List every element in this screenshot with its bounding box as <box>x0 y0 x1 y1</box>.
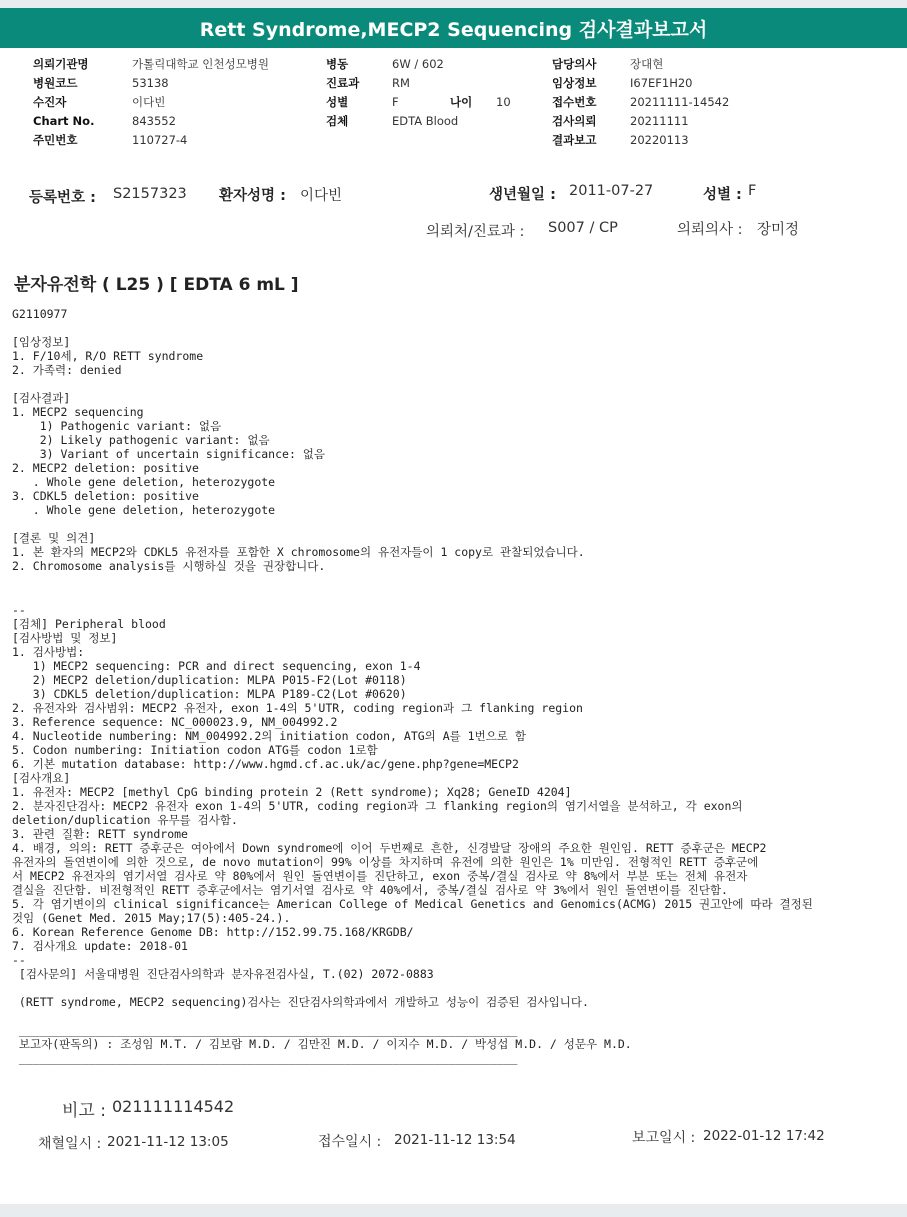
info-value: 20220113 <box>630 133 689 147</box>
info-label: 주민번호 <box>33 133 78 147</box>
report-line: -- <box>12 603 26 617</box>
report-line: 3. 관련 질환: RETT syndrome <box>12 827 188 841</box>
report-line: [결론 및 의견] <box>12 531 96 545</box>
report-id: G2110977 <box>12 307 68 321</box>
patient-name-label: 환자성명 : <box>219 188 286 204</box>
dob-value: 2011-07-27 <box>569 183 654 199</box>
remark-label: 비고 : <box>62 1101 106 1121</box>
reg-no-label: 등록번호 : <box>29 190 96 206</box>
report-line: 3. CDKL5 deletion: positive <box>12 489 199 503</box>
report-line: [검사결과] <box>12 391 71 405</box>
report-line: 6. Korean Reference Genome DB: http://152.99.75.168/KRGDB/ <box>12 925 414 939</box>
patient-name-value: 이다빈 <box>300 188 343 204</box>
report-line: 4. Nucleotide numbering: NM_004992.2의 initiation codon, ATG의 A를 1번으로 함 <box>12 729 526 743</box>
report-line: 5. Codon numbering: Initiation codon ATG를 codon 1로함 <box>12 743 378 757</box>
info-value: 6W / 602 <box>392 57 444 71</box>
collect-value: 2021-11-12 13:05 <box>107 1134 229 1150</box>
info-value: 110727-4 <box>132 133 188 147</box>
report-line: [검체] Peripheral blood <box>12 617 166 631</box>
info-value: RM <box>392 76 410 90</box>
report-line: 1) MECP2 sequencing: PCR and direct sequencing, exon 1-4 <box>12 659 421 673</box>
collect-label: 채혈일시 : <box>38 1136 102 1152</box>
report-line: . Whole gene deletion, heterozygote <box>12 503 276 517</box>
remark-value: 021111114542 <box>112 1097 235 1116</box>
report-line: 보고자(판독의) : 조성임 M.T. / 김보람 M.D. / 김만진 M.D. / 이지수 M.D. / 박성섭 M.D. / 성문우 M.D. <box>12 1037 632 1051</box>
info-value: 843552 <box>132 114 176 128</box>
info-label: 검체 <box>326 114 349 128</box>
report-line: [임상정보] <box>12 335 71 349</box>
doctor-value: 장미정 <box>757 222 800 238</box>
report-line: ________________________________________________________________________ <box>12 1051 518 1065</box>
info-label: 검사의뢰 <box>552 114 597 128</box>
bottom-strip <box>0 1204 907 1217</box>
info-value: F <box>392 95 399 109</box>
reg-no-value: S2157323 <box>113 186 187 202</box>
report-date-label: 보고일시 : <box>632 1130 696 1146</box>
report-line: 유전자의 돌연변이에 의한 것으로, de novo mutation이 99% 이상를 차지하며 유전에 의한 원인은 1% 미만임. 전형적인 RETT 증후군에 <box>12 855 759 869</box>
report-line <box>12 517 585 531</box>
report-line: 1. 본 환자의 MECP2와 CDKL5 유전자를 포함한 X chromosome의 유전자들이 1 copy로 관찰되었습니다. <box>12 545 585 559</box>
receive-value: 2021-11-12 13:54 <box>394 1132 516 1148</box>
info-value: 장대현 <box>630 57 664 71</box>
age-value: 10 <box>496 95 511 109</box>
report-line: 3. Reference sequence: NC_000023.9, NM_004992.2 <box>12 715 338 729</box>
info-label: 진료과 <box>326 76 360 90</box>
info-label: 성별 <box>326 95 349 109</box>
report-line: 3) CDKL5 deletion/duplication: MLPA P189-C2(Lot #0620) <box>12 687 407 701</box>
info-label: 병동 <box>326 57 349 71</box>
sex-value: F <box>748 183 757 199</box>
report-line: 결실을 진단함. 비전형적인 RETT 증후군에서는 염기서열 검사로 약 40%에서, 중복/결실 검사로 약 3%에서 원인 돌연변이를 진단함. <box>12 883 728 897</box>
sex-label: 성별 : <box>703 187 742 203</box>
dob-label: 생년월일 : <box>489 187 556 203</box>
info-label: 임상정보 <box>552 76 597 90</box>
report-line: . Whole gene deletion, heterozygote <box>12 475 276 489</box>
report-line: 1. MECP2 sequencing <box>12 405 144 419</box>
info-value: I67EF1H20 <box>630 76 693 90</box>
report-line: 2. 가족력: denied <box>12 363 122 377</box>
report-line: 3) Variant of uncertain significance: 없음 <box>12 447 326 461</box>
info-label: 담당의사 <box>552 57 597 71</box>
report-line: 2. 유전자와 검사범위: MECP2 유전자, exon 1-4의 5'UTR, coding region과 그 flanking region <box>12 701 583 715</box>
report-line: 것임 (Genet Med. 2015 May;17(5):405-24.). <box>12 911 291 925</box>
report-line: 2. Chromosome analysis를 시행하실 것을 권장합니다. <box>12 559 326 573</box>
age-label: 나이 <box>450 95 473 109</box>
report-title: Rett Syndrome,MECP2 Sequencing 검사결과보고서 <box>0 8 907 48</box>
report-line: deletion/duplication 유무를 검사함. <box>12 813 238 827</box>
info-label: 결과보고 <box>552 133 597 147</box>
report-line: (RETT syndrome, MECP2 sequencing)검사는 진단검사의학과에서 개발하고 성능이 검증된 검사입니다. <box>12 995 589 1009</box>
info-value: 53138 <box>132 76 169 90</box>
report-line: 2. 분자진단검사: MECP2 유전자 exon 1-4의 5'UTR, coding region과 그 flanking region의 염기서열을 분석하고, 각 exon의 <box>12 799 743 813</box>
report-line: 4. 배경, 의의: RETT 증후군은 여아에서 Down syndrome에 이어 두번째로 흔한, 신경발달 장애의 주요한 원인임. RETT 증후군은 MECP2 <box>12 841 767 855</box>
report-line: 1) Pathogenic variant: 없음 <box>12 419 222 433</box>
info-label: 접수번호 <box>552 95 597 109</box>
info-label: 의뢰기관명 <box>33 57 89 71</box>
header-info <box>0 55 907 155</box>
info-label: 병원코드 <box>33 76 78 90</box>
info-value: 20211111 <box>630 114 689 128</box>
report-line: [검사방법 및 정보] <box>12 631 118 645</box>
report-line: [검사개요] <box>12 771 71 785</box>
footer <box>0 1090 907 1200</box>
report-line: 2) Likely pathogenic variant: 없음 <box>12 433 270 447</box>
report-line: 7. 검사개요 update: 2018-01 <box>12 939 188 953</box>
dept-label: 의뢰처/진료과 : <box>426 224 525 240</box>
info-label: Chart No. <box>33 114 95 128</box>
patient-summary <box>0 180 907 250</box>
doctor-label: 의뢰의사 : <box>677 222 743 238</box>
report-line: 서 MECP2 유전자의 염기서열 검사로 약 80%에서 원인 돌연변이를 진단하고, exon 중복/결실 검사로 약 8%에서 부분 또는 전체 유전자 <box>12 869 748 883</box>
info-value: 가톨릭대학교 인천성모병원 <box>132 57 269 71</box>
report-line <box>12 981 813 995</box>
info-value: EDTA Blood <box>392 114 459 128</box>
report-body-methods <box>12 603 813 1065</box>
info-value: 이다빈 <box>132 95 166 109</box>
report-line: 6. 기본 mutation database: http://www.hgmd.cf.ac.uk/ac/gene.php?gene=MECP2 <box>12 757 519 771</box>
section-title: 분자유전학 ( L25 ) [ EDTA 6 mL ] <box>14 275 299 295</box>
info-value: 20211111-14542 <box>630 95 730 109</box>
report-line <box>12 1009 813 1023</box>
report-body-results <box>12 335 585 573</box>
top-strip <box>0 0 907 8</box>
receive-label: 접수일시 : <box>318 1134 382 1150</box>
report-line: 1. F/10세, R/O RETT syndrome <box>12 349 204 363</box>
report-line: 1. 검사방법: <box>12 645 85 659</box>
report-line: 2. MECP2 deletion: positive <box>12 461 199 475</box>
report-line: 5. 각 염기변이의 clinical significance는 American College of Medical Genetics and Genomics(ACMG) 2015 권고안에 따라 결정된 <box>12 897 813 911</box>
dept-value: S007 / CP <box>548 220 618 236</box>
report-line: ________________________________________________________________________ <box>12 1023 518 1037</box>
report-line: [검사문의] 서울대병원 진단검사의학과 분자유전검사실, T.(02) 2072-0883 <box>12 967 434 981</box>
report-line: -- <box>12 953 26 967</box>
info-label: 수진자 <box>33 95 67 109</box>
report-date-value: 2022-01-12 17:42 <box>703 1128 825 1144</box>
report-line <box>12 377 585 391</box>
report-line: 2) MECP2 deletion/duplication: MLPA P015-F2(Lot #0118) <box>12 673 407 687</box>
report-line: 1. 유전자: MECP2 [methyl CpG binding protein 2 (Rett syndrome); Xq28; GeneID 4204] <box>12 785 572 799</box>
